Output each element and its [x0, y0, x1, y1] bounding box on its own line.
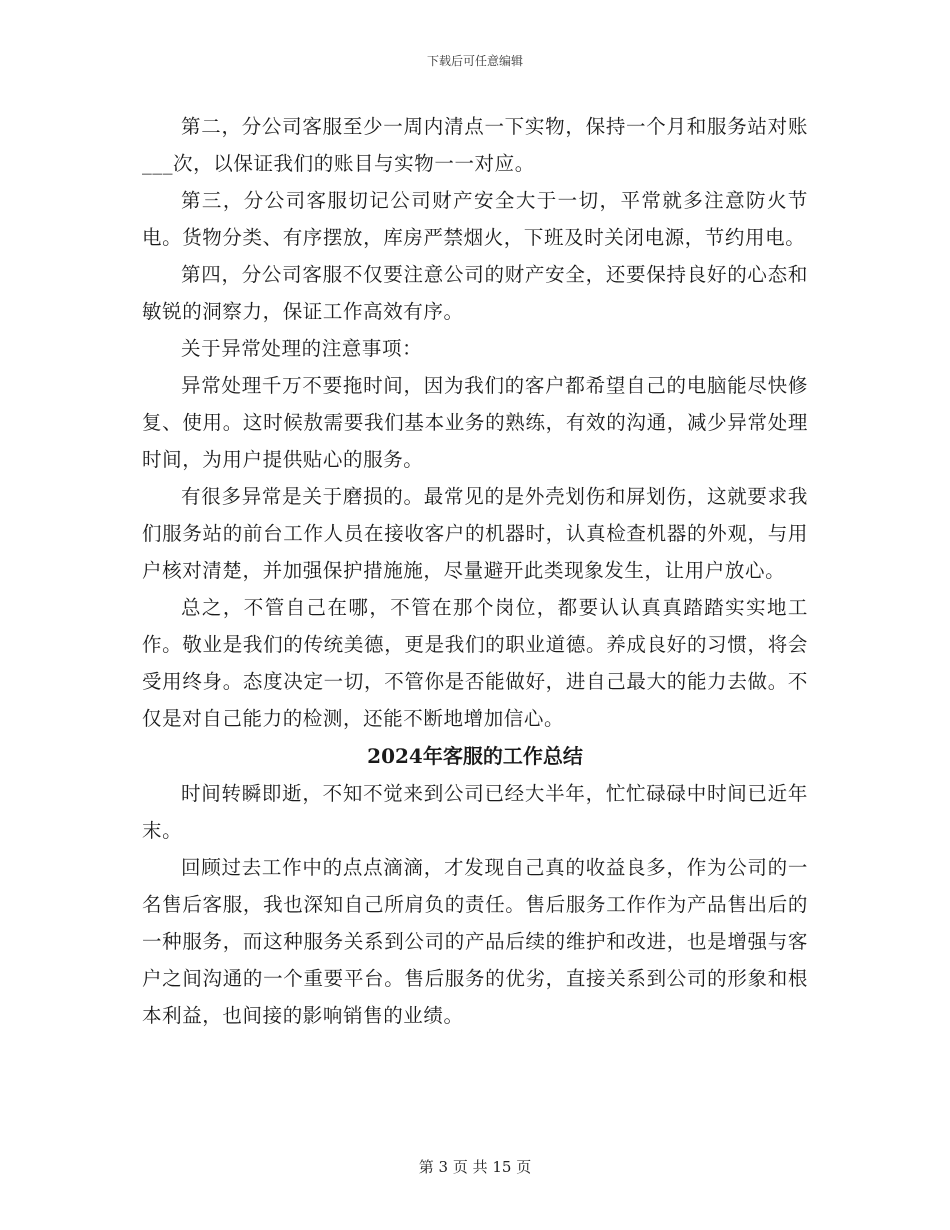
paragraph: 回顾过去工作中的点点滴滴，才发现自己真的收益良多，作为公司的一名售后客服，我也深知自己所肩负的责任。售后服务工作作为产品售出后的一种服务，而这种服务关系到公司的产品后续的维护和改进，也是增强与客户之间沟通的一个重要平台。售后服务的优劣，直接关系到公司的形象和根本利益，也间接的影响销售的业绩。 — [142, 856, 808, 1027]
paragraph: 第三，分公司客服切记公司财产安全大于一切，平常就多注意防火节电。货物分类、有序摆放，库房严禁烟火，下班及时关闭电源，节约用电。 — [142, 189, 808, 249]
section-title: 2024年客服的工作总结 — [367, 744, 583, 768]
page-footer: 第 3 页 共 15 页 — [418, 1158, 532, 1176]
paragraph: 第四，分公司客服不仅要注意公司的财产安全，还要保持良好的心态和敏锐的洞察力，保证工作高效有序。 — [142, 263, 808, 323]
paragraph: 总之，不管自己在哪，不管在那个岗位，都要认认真真踏踏实实地工作。敬业是我们的传统美德，更是我们的职业道德。养成良好的习惯，将会受用终身。态度决定一切，不管你是否能做好，进自己最大的能力去做。不仅是对自己能力的检测，还能不断地增加信心。 — [142, 596, 808, 730]
page-header: 下载后可任意编辑 — [426, 54, 523, 68]
document-body — [142, 108, 808, 1034]
paragraph: 第二，分公司客服至少一周内清点一下实物，保持一个月和服务站对账___次，以保证我们的账目与实物一一对应。 — [142, 115, 808, 175]
paragraph: 有很多异常是关于磨损的。最常见的是外壳划伤和屏划伤，这就要求我们服务站的前台工作人员在接收客户的机器时，认真检查机器的外观，与用户核对清楚，并加强保护措施施，尽量避开此类现象发生，让用户放心。 — [142, 485, 808, 582]
paragraph: 时间转瞬即逝，不知不觉来到公司已经大半年，忙忙碌碌中时间已近年末。 — [142, 782, 808, 842]
paragraph: 异常处理千万不要拖时间，因为我们的客户都希望自己的电脑能尽快修复、使用。这时候敖需要我们基本业务的熟练，有效的沟通，减少异常处理时间，为用户提供贴心的服务。 — [142, 374, 808, 471]
paragraph: 关于异常处理的注意事项： — [181, 337, 423, 360]
